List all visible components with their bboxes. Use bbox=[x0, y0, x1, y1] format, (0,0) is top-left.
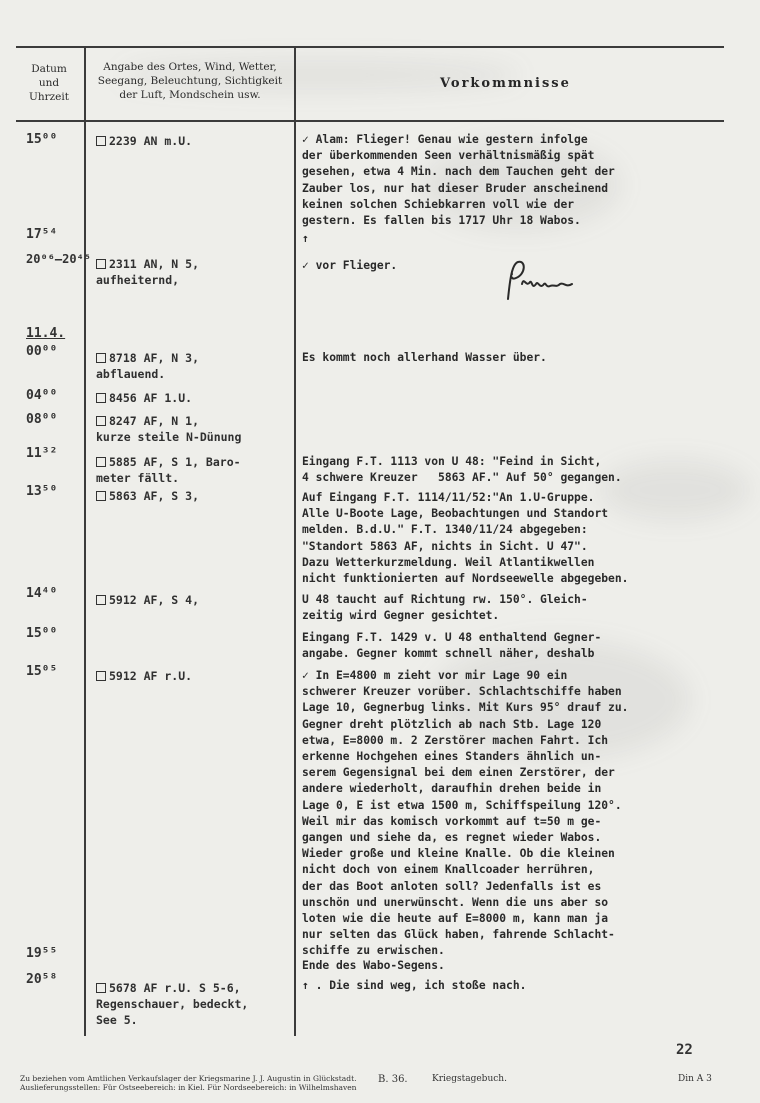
entry-event: Eingang F.T. 1429 v. U 48 enthaltend Gegner- angabe. Gegner kommt schnell näher, deshalb bbox=[302, 631, 602, 661]
header-ort bbox=[86, 60, 294, 102]
entry-event: Eingang F.T. 1113 von U 48: "Feind in Sicht, 4 schwere Kreuzer 5863 AF." Auf 50° gegangen. bbox=[302, 455, 622, 485]
header-datum-line: und bbox=[38, 77, 60, 89]
entry-event: Auf Eingang F.T. 1114/11/52:"An 1.U-Gruppe. Alle U-Boote Lage, Beobachtungen und Standort melden. B.d.U." F.T. 1340/11/24 abgegeben: "Standort 5863 AF, nichts in Sicht. U 47". Dazu Wetterkurzmeldung. Weil Atlantikwellen nicht funktionierten auf Nordseewelle abgegeben. bbox=[302, 491, 629, 586]
entry-event: ✓ vor Flieger. bbox=[302, 259, 398, 272]
entry-time: 15⁰⁵ bbox=[26, 664, 58, 679]
grid-square-icon bbox=[96, 259, 106, 269]
entry-place-text: 5885 AF, S 1, Baro- meter fällt. bbox=[96, 455, 241, 485]
entry-place-text: 5912 AF r.U. bbox=[109, 669, 193, 683]
footer-form-number: B. 36. bbox=[378, 1074, 408, 1085]
entry-place bbox=[96, 454, 296, 486]
grid-square-icon bbox=[96, 595, 106, 605]
handwritten-signature bbox=[500, 254, 580, 309]
grid-square-icon bbox=[96, 393, 106, 403]
entry-place-text: 5863 AF, S 3, bbox=[109, 489, 200, 503]
entry-time: 11³² bbox=[26, 446, 58, 461]
entry-place-text: 8456 AF 1.U. bbox=[109, 391, 193, 405]
entry-time: 04⁰⁰ bbox=[26, 388, 58, 403]
entry-event: Ende des Wabo-Segens. bbox=[302, 959, 445, 972]
entry-place-text: 8247 AF, N 1, kurze steile N-Dünung bbox=[96, 414, 242, 444]
footer-publisher: Zu beziehen vom Amtlichen Verkaufslager der Kriegsmarine J. J. Augustin in Glückstadt. Auslieferungsstellen: Für Ostseebereich: in Kiel. Für Nordseebereich: in Wilhelmshaven bbox=[20, 1074, 357, 1092]
column-divider-2 bbox=[294, 46, 296, 1036]
header-datum-line: Uhrzeit bbox=[29, 91, 69, 103]
entry-time: 08⁰⁰ bbox=[26, 412, 58, 427]
entry-place bbox=[96, 133, 296, 149]
entry-place bbox=[96, 390, 296, 406]
entry-time: 19⁵⁵ bbox=[26, 946, 58, 961]
entry-date: 11.4. bbox=[26, 326, 66, 341]
entry-place bbox=[96, 256, 296, 288]
entry-place bbox=[96, 413, 296, 445]
entry-place bbox=[96, 980, 296, 1028]
grid-square-icon bbox=[96, 353, 106, 363]
entry-event: ✓ Alam: Flieger! Genau wie gestern infolge der überkommenden Seen verhältnismäßig spät gesehen, etwa 4 Min. nach dem Tauchen geht der Zauber los, nur hat dieser Bruder anscheinend keinen solchen Schiebkarren voll wie der gestern. Es fallen bis 1717 Uhr 18 Wabos. bbox=[302, 133, 615, 228]
entry-place-text: 2311 AN, N 5, aufheiternd, bbox=[96, 257, 200, 287]
entry-time: 15⁰⁰ bbox=[26, 626, 58, 641]
header-vorkommnisse: Vorkommnisse bbox=[440, 76, 571, 91]
entry-place bbox=[96, 592, 296, 608]
entry-event: Es kommt noch allerhand Wasser über. bbox=[302, 351, 547, 364]
header-datum-line: Datum bbox=[31, 63, 67, 75]
page-number: 22 bbox=[676, 1042, 693, 1058]
entry-time: 15⁰⁰ bbox=[26, 132, 58, 147]
entry-event: ↑ bbox=[302, 232, 309, 245]
entry-time: 20⁰⁶–20⁴⁵ bbox=[26, 252, 92, 266]
header-datum bbox=[16, 62, 82, 104]
grid-square-icon bbox=[96, 457, 106, 467]
entry-event: U 48 taucht auf Richtung rw. 150°. Gleich- zeitig wird Gegner gesichtet. bbox=[302, 593, 588, 623]
entry-time: 13⁵⁰ bbox=[26, 484, 58, 499]
entry-event: ✓ In E=4800 m zieht vor mir Lage 90 ein schwerer Kreuzer vorüber. Schlachtschiffe haben Lage 10, Gegnerbug links. Mit Kurs 95° drauf zu. Gegner dreht plötzlich ab nach Stb. Lage 120 etwa, E=8000 m. 2 Zerstörer machen Fahrt. Ich erkenne Hochgehen eines Standers ähnlich un- serem Gegensignal bei dem einen Zerstörer, der andere wiederholt, daraufhin drehen beide in Lage 0, E ist etwa 1500 m, Schiffspeilung 120°. Weil mir das komisch vorkommt auf t=50 m ge- gangen und siehe da, es regnet wieder Wabos. Wieder große und kleine Knalle. Ob die kleinen nicht doch von einem Knallcoader herrühren, der das Boot anloten soll? Jedenfalls ist es unschön und unerwünscht. Wenn die uns aber so loten wie die heute auf E=8000 m, kann man ja nur selten das Glück haben, fahrende Schlacht- schiffe zu erwischen. bbox=[302, 669, 629, 958]
entry-time: 00⁰⁰ bbox=[26, 344, 58, 359]
header-ort-line: Seegang, Beleuchtung, Sichtigkeit bbox=[97, 75, 283, 87]
footer-title: Kriegstagebuch. bbox=[432, 1074, 507, 1084]
table-top-rule bbox=[16, 46, 724, 48]
header-ort-line: Angabe des Ortes, Wind, Wetter, bbox=[103, 61, 277, 73]
entry-place-text: 5678 AF r.U. S 5-6, Regenschauer, bedeckt, See 5. bbox=[96, 981, 249, 1027]
header-ort-line: der Luft, Mondschein usw. bbox=[119, 89, 261, 101]
entry-place bbox=[96, 350, 296, 382]
footer-paper-size: Din A 3 bbox=[678, 1074, 712, 1084]
entry-time: 17⁵⁴ bbox=[26, 227, 58, 242]
column-divider-1 bbox=[84, 46, 86, 1036]
entry-place-text: 8718 AF, N 3, abflauend. bbox=[96, 351, 200, 381]
grid-square-icon bbox=[96, 491, 106, 501]
grid-square-icon bbox=[96, 671, 106, 681]
entry-place bbox=[96, 668, 296, 684]
table-header-rule bbox=[16, 120, 724, 122]
entry-event: ↑ . Die sind weg, ich stoße nach. bbox=[302, 979, 527, 992]
entry-place-text: 5912 AF, S 4, bbox=[109, 593, 200, 607]
entry-time: 20⁵⁸ bbox=[26, 972, 58, 987]
grid-square-icon bbox=[96, 136, 106, 146]
entry-place bbox=[96, 488, 296, 504]
entry-time: 14⁴⁰ bbox=[26, 586, 58, 601]
entry-place-text: 2239 AN m.U. bbox=[109, 134, 193, 148]
grid-square-icon bbox=[96, 416, 106, 426]
grid-square-icon bbox=[96, 983, 106, 993]
